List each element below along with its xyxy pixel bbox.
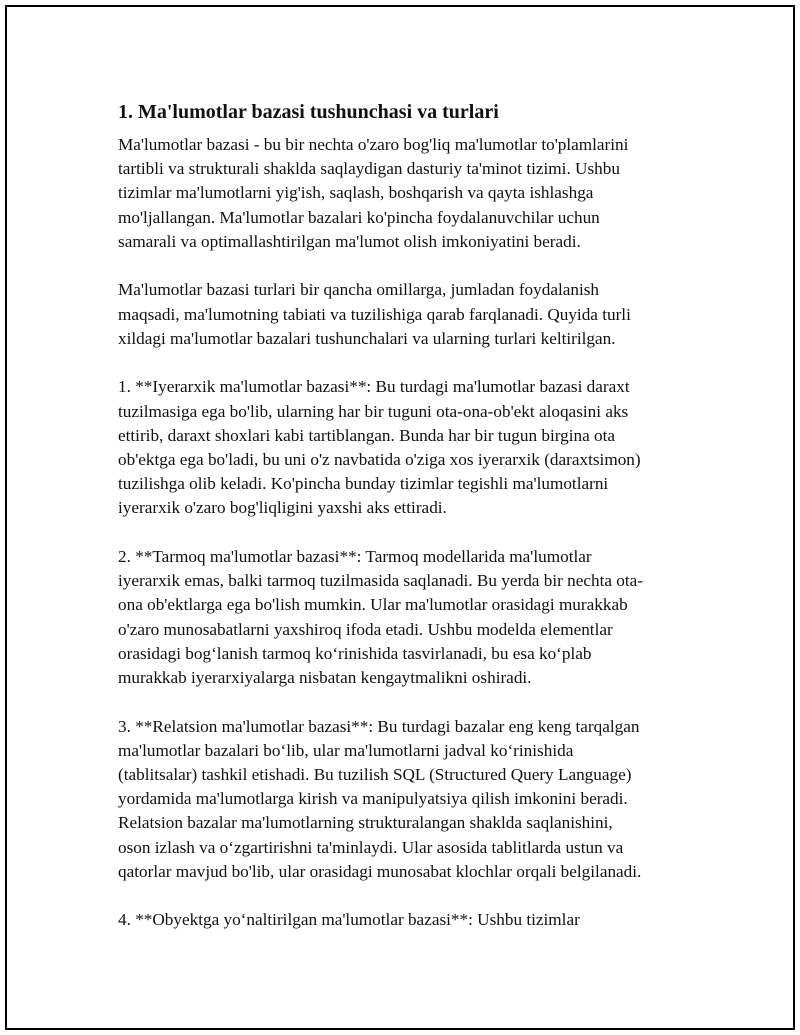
page-frame [5, 5, 795, 1030]
text-line: iyerarxik emas, balki tarmoq tuzilmasida saqlanadi. Bu yerda bir nechta ota- [118, 571, 643, 591]
paragraph-object-oriented-db [118, 908, 698, 932]
document-content [118, 100, 698, 957]
text-line: 2. **Tarmoq ma'lumotlar bazasi**: Tarmoq modellarida ma'lumotlar [118, 547, 592, 567]
paragraph-network-db [118, 545, 698, 690]
text-line: Ma'lumotlar bazasi turlari bir qancha omillarga, jumladan foydalanish [118, 280, 600, 300]
text-line: oson izlash va o‘zgartirishni ta'minlaydi. Ular asosida tablitlarda ustun va [118, 837, 624, 857]
text-line: o'zaro munosabatlarni yaxshiroq ifoda etadi. Ushbu modelda elementlar [118, 619, 613, 639]
text-line: qatorlar mavjud bo'lib, ular orasidagi munosabat klochlar orqali belgilanadi. [118, 861, 642, 881]
text-line: Relatsion bazalar ma'lumotlarning strukturalangan shaklda saqlanishini, [118, 813, 613, 833]
text-line: (tablitsalar) tashkil etishadi. Bu tuzilish SQL (Structured Query Language) [118, 765, 632, 785]
text-line: mo'ljallangan. Ma'lumotlar bazalari ko'pincha foydalanuvchilar uchun [118, 207, 600, 227]
text-line: iyerarxik o'zaro bog'liqligini yaxshi aks ettiradi. [118, 498, 447, 518]
text-line: ona ob'ektlarga ega bo'lish mumkin. Ular ma'lumotlar orasidagi murakkab [118, 595, 628, 615]
text-line: ob'ektga ega bo'ladi, bu uni o'z navbatida o'ziga xos iyerarxik (daraxtsimon) [118, 450, 641, 470]
text-line: yordamida ma'lumotlarga kirish va manipulyatsiya qilish imkonini beradi. [118, 789, 628, 809]
text-line: ma'lumotlar bazalari bo‘lib, ular ma'lumotlarni jadval ko‘rinishida [118, 740, 574, 760]
text-line: murakkab iyerarxiyalarga nisbatan kengaytmalikni oshiradi. [118, 668, 532, 688]
paragraph-relational-db [118, 715, 698, 884]
text-line: orasidagi bog‘lanish tarmoq ko‘rinishida tasvirlanadi, bu esa ko‘plab [118, 643, 592, 663]
text-line: tartibli va strukturali shaklda saqlaydigan dasturiy ta'minot tizimi. Ushbu [118, 159, 620, 179]
text-line: 3. **Relatsion ma'lumotlar bazasi**: Bu turdagi bazalar eng keng tarqalgan [118, 716, 640, 736]
text-line: samarali va optimallashtirilgan ma'lumot olish imkoniyatini beradi. [118, 231, 581, 251]
text-line: 1. **Iyerarxik ma'lumotlar bazasi**: Bu turdagi ma'lumotlar bazasi daraxt [118, 377, 630, 397]
text-line: tizimlar ma'lumotlarni yig'ish, saqlash, boshqarish va qayta ishlashga [118, 183, 594, 203]
text-line: tuzilmasiga ega bo'lib, ularning har bir tuguni ota-ona-ob'ekt aloqasini aks [118, 401, 629, 421]
paragraph-hierarchical-db [118, 375, 698, 520]
text-line: Ma'lumotlar bazasi - bu bir nechta o'zaro bog'liq ma'lumotlar to'plamlarini [118, 135, 629, 154]
paragraph-types-overview [118, 278, 698, 351]
text-line: maqsadi, ma'lumotning tabiati va tuzilishiga qarab farqlanadi. Quyida turli [118, 304, 631, 324]
text-line: tuzilishga olib keladi. Ko'pincha bunday tizimlar tegishli ma'lumotlarni [118, 474, 609, 494]
section-heading: 1. Ma'lumotlar bazasi tushunchasi va turlari [118, 101, 499, 123]
text-line: ettirib, daraxt shoxlari kabi tartiblangan. Bunda har bir tugun birgina ota [118, 425, 616, 445]
text-line: xildagi ma'lumotlar bazalari tushunchalari va ularning turlari keltirilgan. [118, 328, 616, 348]
text-line: 4. **Obyektga yo‘naltirilgan ma'lumotlar bazasi**: Ushbu tizimlar [118, 910, 580, 930]
paragraph-intro [118, 133, 698, 254]
